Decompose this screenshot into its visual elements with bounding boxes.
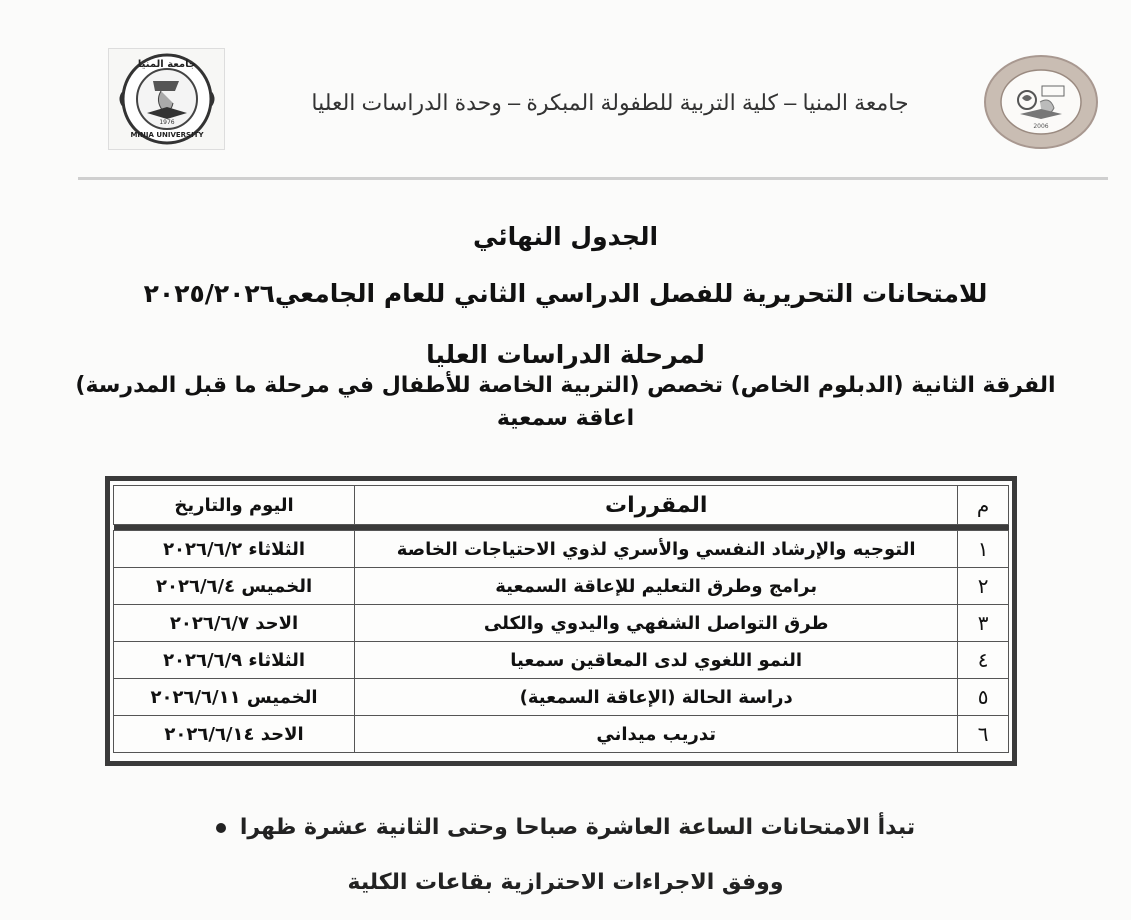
header-divider (78, 177, 1108, 180)
row-date: الخميس ٢٠٢٦/٦/٤ (114, 568, 355, 605)
table-row (114, 679, 1009, 716)
row-num: ٣ (958, 605, 1009, 642)
institution-header: جامعة المنيا – كلية التربية للطفولة المبكرة – وحدة الدراسات العليا (311, 90, 909, 115)
exam-schedule-table (105, 476, 1017, 766)
left-logo-text-top: جامعة المنيا (137, 59, 196, 70)
row-course: طرق التواصل الشفهي واليدوي والكلى (355, 605, 958, 642)
left-logo-text-bottom: MINIA UNIVERSITY (129, 131, 204, 139)
right-logo-year: 2006 (1033, 123, 1049, 130)
study-stage: لمرحلة الدراسات العليا (426, 340, 705, 369)
bullet-icon (216, 823, 226, 833)
header-course: المقررات (355, 486, 958, 525)
faculty-seal-icon (982, 52, 1100, 152)
row-course: تدريب ميداني (355, 716, 958, 753)
row-num: ٥ (958, 679, 1009, 716)
minia-university-logo (108, 48, 225, 150)
row-num: ١ (958, 531, 1009, 568)
precautions-note: ووفق الاجراءات الاحترازية بقاعات الكلية (347, 870, 784, 895)
header-date: اليوم والتاريخ (114, 486, 355, 525)
exam-time-note (0, 815, 1131, 840)
row-course: النمو اللغوي لدى المعاقين سمعيا (355, 642, 958, 679)
program-description: الفرقة الثانية (الدبلوم الخاص) تخصص (التربية الخاصة للأطفال في مرحلة ما قبل المدرسة) (75, 373, 1056, 398)
specialization: اعاقة سمعية (496, 406, 635, 431)
row-date: الثلاثاء ٢٠٢٦/٦/٢ (114, 531, 355, 568)
row-num: ٦ (958, 716, 1009, 753)
row-num: ٢ (958, 568, 1009, 605)
table-header-row (114, 486, 1009, 525)
row-course: دراسة الحالة (الإعاقة السمعية) (355, 679, 958, 716)
document-subtitle: للامتحانات التحريرية للفصل الدراسي الثاني للعام الجامعي٢٠٢٥/٢٠٢٦ (143, 279, 988, 308)
document-title: الجدول النهائي (472, 222, 659, 251)
table-row (114, 568, 1009, 605)
row-course: برامج وطرق التعليم للإعاقة السمعية (355, 568, 958, 605)
header-num: م (958, 486, 1009, 525)
left-logo-year: 1976 (158, 119, 175, 126)
row-date: الاحد ٢٠٢٦/٦/٧ (114, 605, 355, 642)
note-text: تبدأ الامتحانات الساعة العاشرة صباحا وحتى الثانية عشرة ظهرا (239, 815, 916, 840)
table-row (114, 642, 1009, 679)
table-row (114, 716, 1009, 753)
table-row (114, 605, 1009, 642)
row-course: التوجيه والإرشاد النفسي والأسري لذوي الاحتياجات الخاصة (355, 531, 958, 568)
row-date: الاحد ٢٠٢٦/٦/١٤ (114, 716, 355, 753)
minia-university-seal-icon (113, 51, 221, 147)
table-row (114, 531, 1009, 568)
row-num: ٤ (958, 642, 1009, 679)
row-date: الثلاثاء ٢٠٢٦/٦/٩ (114, 642, 355, 679)
row-date: الخميس ٢٠٢٦/٦/١١ (114, 679, 355, 716)
faculty-logo (982, 52, 1100, 152)
